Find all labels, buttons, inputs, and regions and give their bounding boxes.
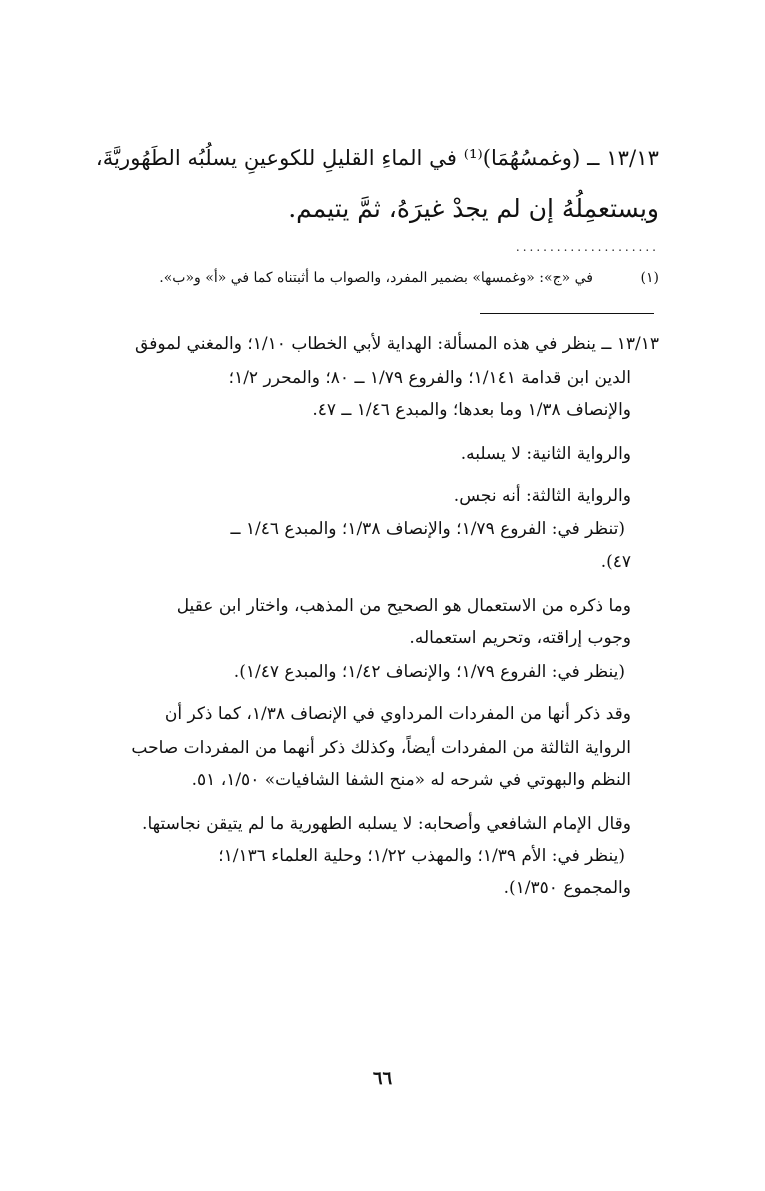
commentary-line: (تنظر في: الفروع ١/٧٩؛ والإنصاف ١/٣٨؛ والمبدع ١/٤٦ ــ bbox=[230, 519, 625, 539]
commentary-line: وجوب إراقته، وتحريم استعماله. bbox=[409, 628, 631, 648]
main-text-line-1: ١٣/١٣ ــ (وغمسُهُمَا)⁽¹⁾ في الماءِ القليلِ للكوعينِ يسلُبُه الطَهُوريَّةَ، bbox=[95, 146, 659, 171]
commentary-line: والرواية الثالثة: أنه نجس. bbox=[453, 486, 631, 506]
commentary-line: والإنصاف ١/٣٨ وما بعدها؛ والمبدع ١/٤٦ ــ ٤٧. bbox=[312, 400, 631, 420]
main-text-line-2: ويستعمِلُهُ إن لم يجدْ غيرَهُ، ثمَّ يتيمم. bbox=[288, 194, 659, 223]
footnote-text: في «ج»: «وغمسها» بضمير المفرد، والصواب ما أثبتناه كما في «أ» و«ب». bbox=[159, 270, 593, 286]
footnote-number: (١) bbox=[640, 270, 659, 286]
commentary-line: النظم والبهوتي في شرحه له «منح الشفا الشافيات» ١/٥٠، ٥١. bbox=[191, 770, 631, 790]
commentary-line: (ينظر في: الفروع ١/٧٩؛ والإنصاف ١/٤٢؛ والمبدع ١/٤٧). bbox=[233, 662, 625, 682]
commentary-line: ١٣/١٣ ــ ينظر في هذه المسألة: الهداية لأبي الخطاب ١/١٠؛ والمغني لموفق bbox=[135, 334, 659, 354]
commentary-line: والمجموع ١/٣٥٠). bbox=[503, 878, 631, 898]
separator-rule bbox=[480, 313, 654, 314]
commentary-line: وما ذكره من الاستعمال هو الصحيح من المذهب، واختار ابن عقيل bbox=[176, 596, 631, 616]
commentary-line: الرواية الثالثة من المفردات أيضاً، وكذلك ذكر أنهما من المفردات صاحب bbox=[131, 738, 631, 758]
footnote-separator-dots: ..................... bbox=[515, 240, 659, 254]
page-number: ٦٦ bbox=[372, 1068, 393, 1089]
commentary-line: والرواية الثانية: لا يسلبه. bbox=[460, 444, 631, 464]
commentary-line: ٤٧). bbox=[600, 552, 631, 572]
commentary-line: (ينظر في: الأم ١/٣٩؛ والمهذب ١/٢٢؛ وحلية العلماء ١/١٣٦؛ bbox=[218, 846, 625, 866]
commentary-line: وقد ذكر أنها من المفردات المرداوي في الإنصاف ١/٣٨، كما ذكر أن bbox=[164, 704, 631, 724]
commentary-line: وقال الإمام الشافعي وأصحابه: لا يسلبه الطهورية ما لم يتيقن نجاستها. bbox=[142, 814, 631, 834]
commentary-line: الدين ابن قدامة ١/١٤١؛ والفروع ١/٧٩ ــ ٨٠؛ والمحرر ١/٢؛ bbox=[228, 368, 631, 388]
